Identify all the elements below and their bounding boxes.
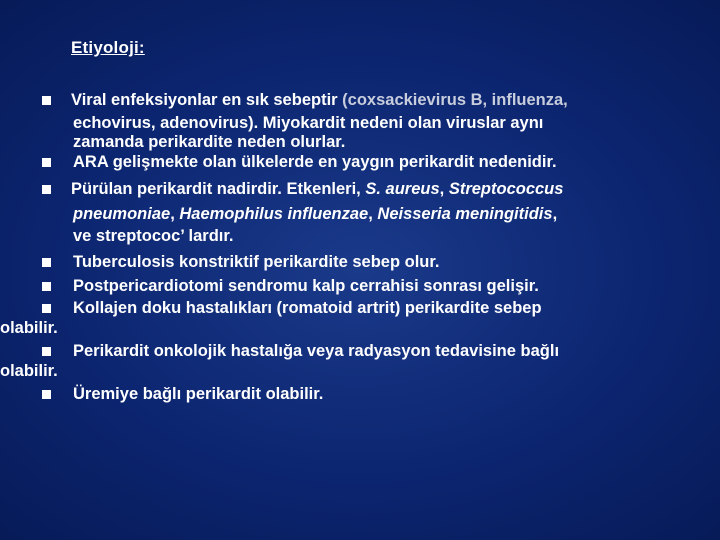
bullet-marker <box>42 390 51 399</box>
bullet-marker <box>42 185 51 194</box>
bullet-text-segment: zamanda perikardite neden olurlar. <box>73 133 346 151</box>
bullet-text-segment: pneumoniae <box>73 205 171 223</box>
bullet-marker <box>42 282 51 291</box>
bullet-marker <box>42 347 51 356</box>
bullet-line <box>73 276 539 296</box>
bullet-text-segment: Kollajen doku hastalıkları (romatoid artrit) perikardite sebep <box>73 299 542 317</box>
bullet-line <box>73 204 557 224</box>
bullet-text-segment: Streptococcus <box>448 180 564 198</box>
bullet-line <box>73 341 559 361</box>
bullet-line <box>0 361 58 381</box>
bullet-line <box>73 132 345 152</box>
bullet-line <box>71 179 563 199</box>
bullet-text-segment: , <box>368 205 378 223</box>
bullet-text-segment: , <box>439 180 449 198</box>
bullet-text-segment: ARA gelişmekte olan ülkelerde en yaygın perikardit nedenidir. <box>73 153 557 171</box>
bullet-text-segment: , <box>170 205 180 223</box>
bullet-marker <box>42 304 51 313</box>
bullet-line <box>73 152 557 172</box>
slide-title: Etiyoloji: <box>71 38 145 57</box>
bullet-marker <box>42 158 51 167</box>
bullet-marker <box>42 96 51 105</box>
bullet-text-segment: Üremiye bağlı perikardit olabilir. <box>73 385 324 403</box>
bullet-text-segment: (coxsackievirus B, influenza, <box>337 91 568 109</box>
bullet-line <box>73 226 234 246</box>
bullet-line <box>73 384 323 404</box>
bullet-text-segment: , <box>552 205 558 223</box>
bullet-text-segment: Neisseria meningitidis <box>377 205 553 223</box>
bullet-text-segment: Tuberculosis konstriktif perikardite sebep olur. <box>73 253 440 271</box>
bullet-text-segment: Pürülan perikardit nadirdir. Etkenleri, <box>71 180 366 198</box>
bullet-text-segment: Perikardit onkolojik hastalığa veya radyasyon tedavisine bağlı <box>73 342 560 360</box>
bullet-marker <box>42 258 51 267</box>
bullet-text-segment: olabilir. <box>0 319 58 337</box>
bullet-line <box>73 252 439 272</box>
bullet-text-segment: Haemophilus influenzae <box>179 205 369 223</box>
bullet-line <box>71 90 568 110</box>
bullet-text-segment: Postpericardiotomi sendromu kalp cerrahisi sonrası gelişir. <box>73 277 539 295</box>
bullet-text-segment: ve streptococ’ lardır. <box>73 227 234 245</box>
bullet-text-segment: olabilir. <box>0 362 58 380</box>
bullet-text-segment: Viral enfeksiyonlar en sık sebeptir <box>71 91 338 109</box>
bullet-line <box>73 113 543 133</box>
bullet-line <box>0 318 58 338</box>
bullet-text-segment: S. aureus <box>365 180 440 198</box>
bullet-line <box>73 298 542 318</box>
bullet-text-segment: echovirus, adenovirus). Miyokardit nedeni olan viruslar aynı <box>73 114 544 132</box>
